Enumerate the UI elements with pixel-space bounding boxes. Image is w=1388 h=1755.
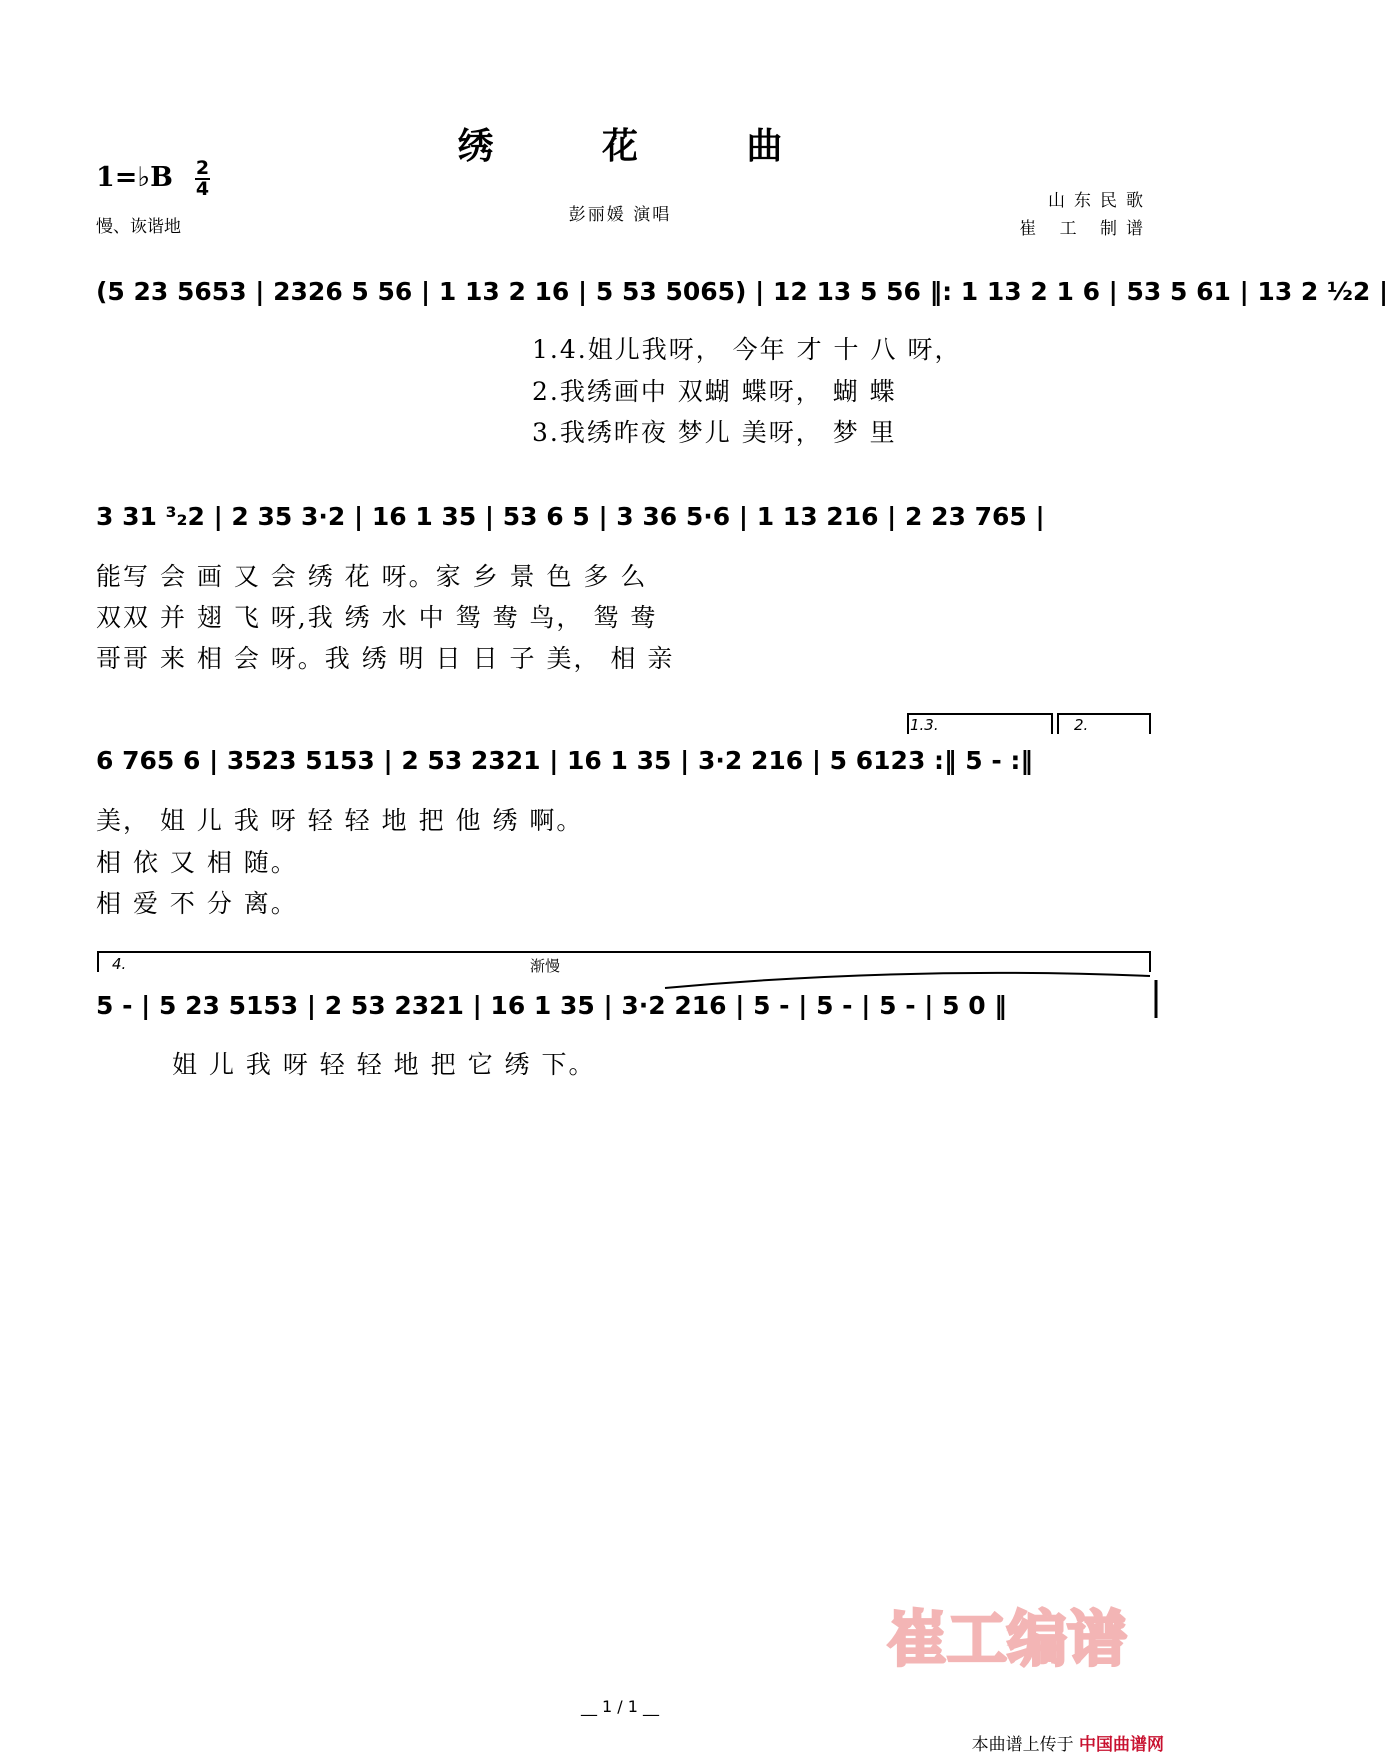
lyric-line-3-verse-3: 相 爱 不 分 离。: [96, 889, 298, 918]
volta-4-bracket: [98, 952, 1150, 972]
volta-4-label: 4.: [112, 955, 127, 973]
staff-line-2: 3 31 ³₂2 | 2 35 3·2 | 16 1 35 | 53 6 5 | 3 36 5·6 | 1 13 216 | 2 23 765 |: [96, 502, 1045, 531]
lyric-line-3-verse-2: 相 依 又 相 随。: [96, 848, 298, 877]
lyric-verse-3: 3.我绣昨夜 梦儿 美呀， 梦 里: [532, 418, 897, 447]
watermark-text: 崔工编谱: [887, 1605, 1127, 1675]
volta-2-bracket: [1058, 714, 1150, 734]
lyric-verse-2: 2.我绣画中 双蝴 蝶呀， 蝴 蝶: [532, 377, 897, 406]
upload-note: [972, 1730, 1164, 1755]
key-signature-text: 1=♭B: [96, 162, 173, 193]
site-logo[interactable]: 中国曲谱网: [1079, 1735, 1164, 1755]
staff-line-4: 5 - | 5 23 5153 | 2 53 2321 | 16 1 35 | 3·2 216 | 5 - | 5 - | 5 - | 5 0 ‖: [96, 991, 1007, 1020]
staff-line-1: (5 23 5653 | 2326 5 56 | 1 13 2 16 | 5 53 5065) | 12 13 5 56 ‖: 1 13 2 1 6 | 53 5 61 | 13 2 ½2 |: [96, 277, 1388, 306]
volta-1-bracket: [908, 714, 1052, 734]
performer-credit: 彭丽媛 演唱: [568, 205, 672, 225]
time-signature-top: 2: [195, 157, 210, 179]
volta-1-label: 1.3.: [910, 716, 939, 734]
tempo-marking: 慢、诙谐地: [96, 217, 181, 237]
watermark-stamp: [862, 1598, 1152, 1678]
lyric-line-2-verse-2: 双双 并 翅 飞 呀,我 绣 水 中 鸳 鸯 鸟， 鸳 鸯: [96, 603, 658, 632]
staff-line-3: 6 765 6 | 3523 5153 | 2 53 2321 | 16 1 35 | 3·2 216 | 5 6123 :‖ 5 - :‖: [96, 746, 1033, 775]
page-number: __ 1 / 1 __: [580, 1697, 660, 1716]
origin-credit: 山东民歌: [1048, 191, 1152, 211]
lyric-line-2-verse-3: 哥哥 来 相 会 呀。我 绣 明 日 日 子 美， 相 亲: [96, 644, 675, 673]
upload-note-text: 本曲谱上传于: [971, 1735, 1074, 1755]
lyric-verse-1-4: 1.4.姐儿我呀， 今年 才 十 八 呀，: [532, 335, 962, 364]
time-signature-bottom: 4: [195, 178, 210, 200]
final-slur: [665, 973, 1150, 988]
page-title: 绣 花 曲: [457, 125, 831, 167]
ritardando-marking: 渐慢: [530, 957, 561, 975]
volta-2-label: 2.: [1074, 716, 1089, 734]
lyric-line-4: 姐 儿 我 呀 轻 轻 地 把 它 绣 下。: [172, 1050, 596, 1079]
lyric-line-3-verse-1: 美， 姐 儿 我 呀 轻 轻 地 把 他 绣 啊。: [96, 806, 584, 835]
arranger-credit: 崔 工 制谱: [1019, 219, 1152, 239]
lyric-line-2-verse-1: 能写 会 画 又 会 绣 花 呀。家 乡 景 色 多 么: [96, 562, 648, 591]
